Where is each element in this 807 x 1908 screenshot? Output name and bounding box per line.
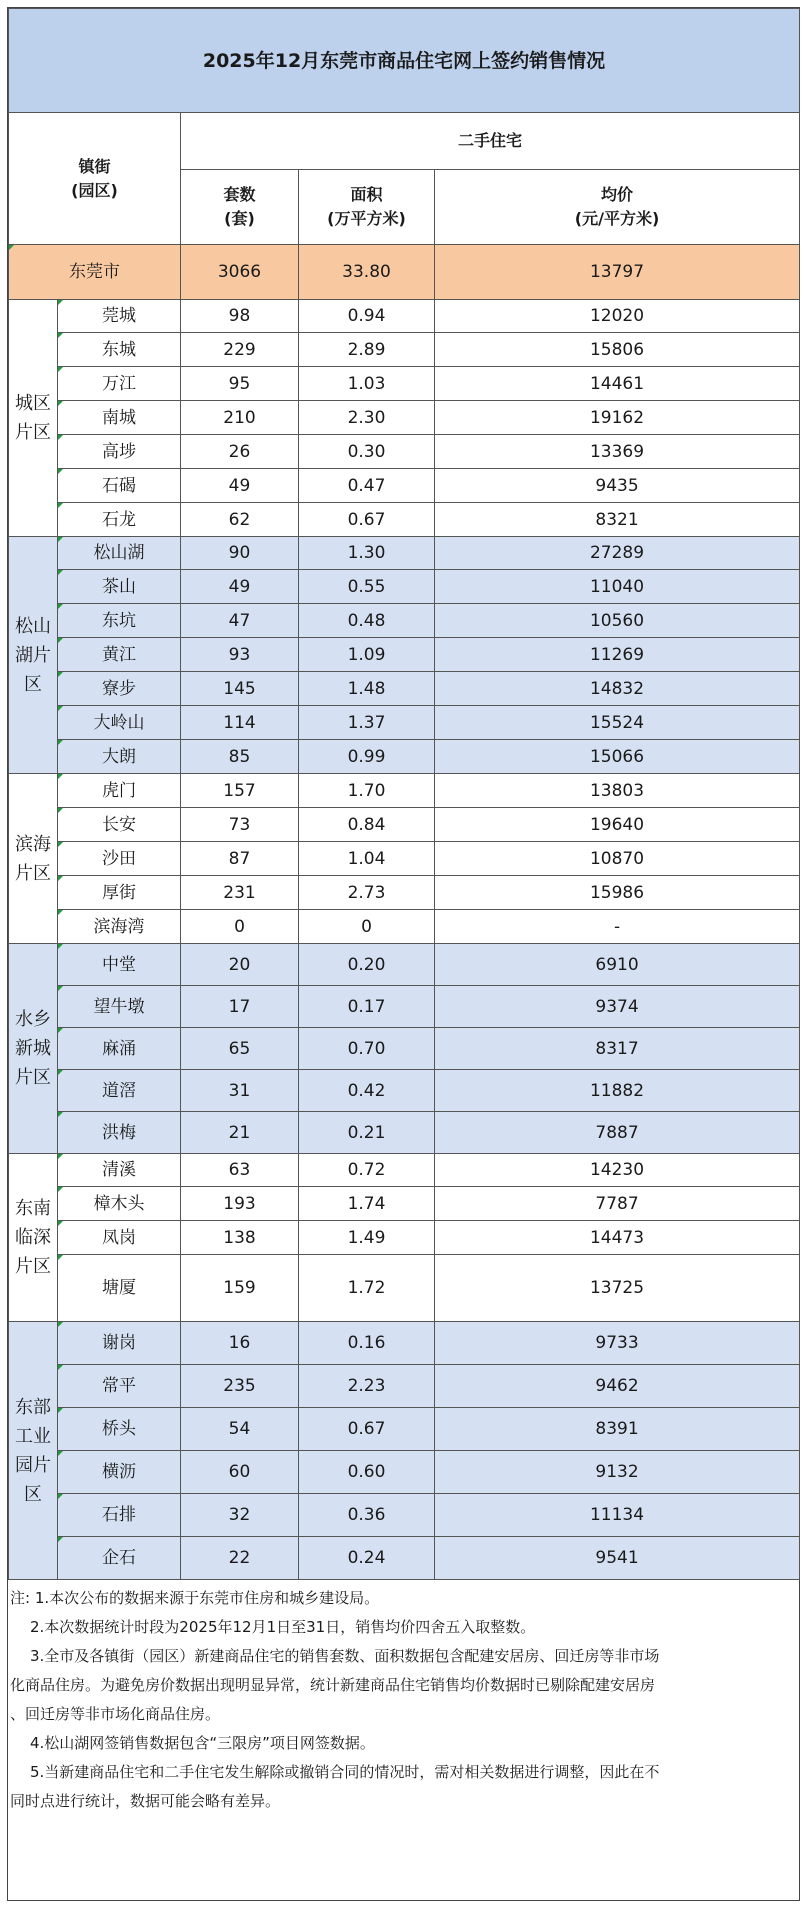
units-cell: 145 [181, 672, 299, 706]
units-cell: 49 [181, 570, 299, 604]
area-cell: 0.48 [299, 604, 435, 638]
district-name: 东坑 [58, 604, 181, 638]
table-row [9, 1187, 800, 1221]
price-cell: 14832 [435, 672, 800, 706]
price-cell: 14461 [435, 367, 800, 401]
units-cell: 159 [181, 1255, 299, 1322]
district-name: 长安 [58, 808, 181, 842]
table-row [9, 1365, 800, 1408]
area-cell: 1.04 [299, 842, 435, 876]
district-name: 谢岗 [58, 1322, 181, 1365]
area-cell: 2.73 [299, 876, 435, 910]
area-cell: 0.55 [299, 570, 435, 604]
area-cell: 1.72 [299, 1255, 435, 1322]
price-cell: 11040 [435, 570, 800, 604]
district-name: 虎门 [58, 774, 181, 808]
price-cell: 9462 [435, 1365, 800, 1408]
district-name: 东城 [58, 333, 181, 367]
units-cell: 47 [181, 604, 299, 638]
district-name: 塘厦 [58, 1255, 181, 1322]
note-line: 4.松山湖网签销售数据包含“三限房”项目网签数据。 [30, 1734, 375, 1752]
units-cell: 63 [181, 1154, 299, 1187]
area-cell: 1.30 [299, 537, 435, 570]
area-cell: 2.23 [299, 1365, 435, 1408]
area-cell: 1.70 [299, 774, 435, 808]
region-label: 东部工业园片区 [9, 1322, 58, 1580]
price-header [435, 170, 800, 245]
district-name: 高埗 [58, 435, 181, 469]
units-cell: 229 [181, 333, 299, 367]
units-cell: 98 [181, 300, 299, 333]
units-cell: 157 [181, 774, 299, 808]
price-cell: 15986 [435, 876, 800, 910]
region-label: 城区片区 [9, 300, 58, 537]
units-header-line2: (套) [224, 209, 255, 228]
area-cell: 0.16 [299, 1322, 435, 1365]
price-cell: 14230 [435, 1154, 800, 1187]
district-name: 寮步 [58, 672, 181, 706]
area-cell: 0.20 [299, 944, 435, 986]
area-cell: 0.99 [299, 740, 435, 774]
price-cell: 15066 [435, 740, 800, 774]
district-name: 清溪 [58, 1154, 181, 1187]
price-cell: 9541 [435, 1537, 800, 1580]
area-cell: 0.47 [299, 469, 435, 503]
units-cell: 17 [181, 986, 299, 1028]
units-cell: 0 [181, 910, 299, 944]
price-header-line1: 均价 [601, 185, 634, 204]
total-name: 东莞市 [9, 245, 181, 300]
table-row [9, 944, 800, 986]
table-row [9, 1451, 800, 1494]
district-header-line2: (园区) [71, 180, 118, 200]
district-name: 大朗 [58, 740, 181, 774]
area-cell: 0.72 [299, 1154, 435, 1187]
notes [8, 1584, 799, 1816]
price-header-line2: (元/平方米) [574, 209, 660, 228]
table-row [9, 1154, 800, 1187]
area-cell: 0 [299, 910, 435, 944]
table-row [9, 537, 800, 570]
units-cell: 93 [181, 638, 299, 672]
table-row [9, 604, 800, 638]
price-cell: 7887 [435, 1112, 800, 1154]
price-cell: 9374 [435, 986, 800, 1028]
price-cell: 8317 [435, 1028, 800, 1070]
units-cell: 49 [181, 469, 299, 503]
table-row [9, 570, 800, 604]
price-cell: 6910 [435, 944, 800, 986]
units-cell: 31 [181, 1070, 299, 1112]
table-row [9, 876, 800, 910]
table-row [9, 986, 800, 1028]
table-row [9, 842, 800, 876]
table-row [9, 300, 800, 333]
units-cell: 90 [181, 537, 299, 570]
price-cell: 10560 [435, 604, 800, 638]
note-line: 3.全市及各镇街（园区）新建商品住宅的销售套数、面积数据包含配建安居房、回迁房等非市场 [30, 1647, 660, 1665]
price-cell: 9733 [435, 1322, 800, 1365]
area-header [299, 170, 435, 245]
area-cell: 0.84 [299, 808, 435, 842]
region-label: 滨海片区 [9, 774, 58, 944]
area-cell: 0.24 [299, 1537, 435, 1580]
units-cell: 60 [181, 1451, 299, 1494]
price-cell: 27289 [435, 537, 800, 570]
area-cell: 0.67 [299, 503, 435, 537]
page-title: 2025年12月东莞市商品住宅网上签约销售情况 [9, 9, 800, 113]
area-cell: 0.30 [299, 435, 435, 469]
units-cell: 65 [181, 1028, 299, 1070]
area-cell: 0.21 [299, 1112, 435, 1154]
district-name: 洪梅 [58, 1112, 181, 1154]
price-cell: 13725 [435, 1255, 800, 1322]
district-name: 黄江 [58, 638, 181, 672]
area-cell: 1.37 [299, 706, 435, 740]
sales-table [8, 8, 800, 1580]
price-cell: 10870 [435, 842, 800, 876]
total-row [9, 245, 800, 300]
note-line: 化商品住房。为避免房价数据出现明显异常，统计新建商品住宅销售均价数据时已剔除配建安居房 [10, 1676, 656, 1694]
units-cell: 95 [181, 367, 299, 401]
price-cell: 15806 [435, 333, 800, 367]
district-name: 茶山 [58, 570, 181, 604]
units-cell: 62 [181, 503, 299, 537]
price-cell: 9435 [435, 469, 800, 503]
district-name: 松山湖 [58, 537, 181, 570]
district-name: 石碣 [58, 469, 181, 503]
price-cell: 12020 [435, 300, 800, 333]
area-cell: 0.70 [299, 1028, 435, 1070]
price-cell: 11134 [435, 1494, 800, 1537]
units-cell: 138 [181, 1221, 299, 1255]
district-name: 企石 [58, 1537, 181, 1580]
table-row [9, 808, 800, 842]
region-label: 松山湖片区 [9, 537, 58, 774]
district-name: 南城 [58, 401, 181, 435]
area-cell: 0.17 [299, 986, 435, 1028]
district-name: 石排 [58, 1494, 181, 1537]
area-header-line1: 面积 [350, 185, 383, 204]
table-row [9, 1322, 800, 1365]
units-cell: 114 [181, 706, 299, 740]
units-cell: 210 [181, 401, 299, 435]
area-header-line2: (万平方米) [327, 209, 406, 228]
table-row [9, 1221, 800, 1255]
area-cell: 1.09 [299, 638, 435, 672]
district-name: 莞城 [58, 300, 181, 333]
price-cell: 9132 [435, 1451, 800, 1494]
price-cell: 11882 [435, 1070, 800, 1112]
total-area: 33.80 [299, 245, 435, 300]
table-row [9, 1112, 800, 1154]
units-cell: 54 [181, 1408, 299, 1451]
units-cell: 22 [181, 1537, 299, 1580]
district-header-line1: 镇街 [78, 156, 111, 176]
price-cell: 14473 [435, 1221, 800, 1255]
area-cell: 0.42 [299, 1070, 435, 1112]
total-price: 13797 [435, 245, 800, 300]
table-row [9, 435, 800, 469]
price-cell: 11269 [435, 638, 800, 672]
area-cell: 1.03 [299, 367, 435, 401]
table-row [9, 1408, 800, 1451]
table-row [9, 1070, 800, 1112]
district-name: 麻涌 [58, 1028, 181, 1070]
units-header [181, 170, 299, 245]
units-cell: 87 [181, 842, 299, 876]
price-cell: 8391 [435, 1408, 800, 1451]
table-row [9, 672, 800, 706]
units-cell: 21 [181, 1112, 299, 1154]
district-name: 道滘 [58, 1070, 181, 1112]
table-row [9, 774, 800, 808]
report-sheet [7, 7, 800, 1901]
price-cell: 15524 [435, 706, 800, 740]
area-cell: 1.49 [299, 1221, 435, 1255]
area-cell: 0.60 [299, 1451, 435, 1494]
price-cell: 19640 [435, 808, 800, 842]
district-name: 石龙 [58, 503, 181, 537]
price-cell: 13369 [435, 435, 800, 469]
section-header: 二手住宅 [181, 113, 800, 170]
table-row [9, 1494, 800, 1537]
units-cell: 26 [181, 435, 299, 469]
district-name: 中堂 [58, 944, 181, 986]
units-header-line1: 套数 [223, 185, 256, 204]
table-row [9, 638, 800, 672]
district-name: 凤岗 [58, 1221, 181, 1255]
price-cell: 19162 [435, 401, 800, 435]
district-name: 樟木头 [58, 1187, 181, 1221]
units-cell: 32 [181, 1494, 299, 1537]
units-cell: 85 [181, 740, 299, 774]
units-cell: 193 [181, 1187, 299, 1221]
note-line: 、回迁房等非市场化商品住房。 [10, 1705, 221, 1723]
units-cell: 16 [181, 1322, 299, 1365]
area-cell: 1.74 [299, 1187, 435, 1221]
table-row [9, 469, 800, 503]
area-cell: 1.48 [299, 672, 435, 706]
table-row [9, 367, 800, 401]
district-name: 横沥 [58, 1451, 181, 1494]
note-line: 2.本次数据统计时段为2025年12月1日至31日，销售均价四舍五入取整数。 [30, 1618, 536, 1636]
price-cell: 7787 [435, 1187, 800, 1221]
table-row [9, 740, 800, 774]
area-cell: 2.89 [299, 333, 435, 367]
district-name: 望牛墩 [58, 986, 181, 1028]
units-cell: 231 [181, 876, 299, 910]
district-name: 桥头 [58, 1408, 181, 1451]
district-name: 厚街 [58, 876, 181, 910]
region-label: 东南临深片区 [9, 1154, 58, 1322]
note-line: 同时点进行统计，数据可能会略有差异。 [10, 1792, 281, 1810]
region-label: 水乡新城片区 [9, 944, 58, 1154]
area-cell: 0.94 [299, 300, 435, 333]
district-header [9, 113, 181, 245]
area-cell: 2.30 [299, 401, 435, 435]
price-cell: - [435, 910, 800, 944]
area-cell: 0.67 [299, 1408, 435, 1451]
district-name: 万江 [58, 367, 181, 401]
note-line: 注: 1.本次公布的数据来源于东莞市住房和城乡建设局。 [10, 1589, 380, 1607]
price-cell: 13803 [435, 774, 800, 808]
units-cell: 73 [181, 808, 299, 842]
table-row [9, 503, 800, 537]
district-name: 沙田 [58, 842, 181, 876]
table-row [9, 333, 800, 367]
district-name: 大岭山 [58, 706, 181, 740]
table-row [9, 1255, 800, 1322]
district-name: 常平 [58, 1365, 181, 1408]
table-row [9, 706, 800, 740]
area-cell: 0.36 [299, 1494, 435, 1537]
table-row [9, 910, 800, 944]
district-name: 滨海湾 [58, 910, 181, 944]
total-units: 3066 [181, 245, 299, 300]
units-cell: 235 [181, 1365, 299, 1408]
table-row [9, 1028, 800, 1070]
table-row [9, 1537, 800, 1580]
note-line: 5.当新建商品住宅和二手住宅发生解除或撤销合同的情况时，需对相关数据进行调整，因此在不 [30, 1763, 660, 1781]
units-cell: 20 [181, 944, 299, 986]
table-row [9, 401, 800, 435]
price-cell: 8321 [435, 503, 800, 537]
